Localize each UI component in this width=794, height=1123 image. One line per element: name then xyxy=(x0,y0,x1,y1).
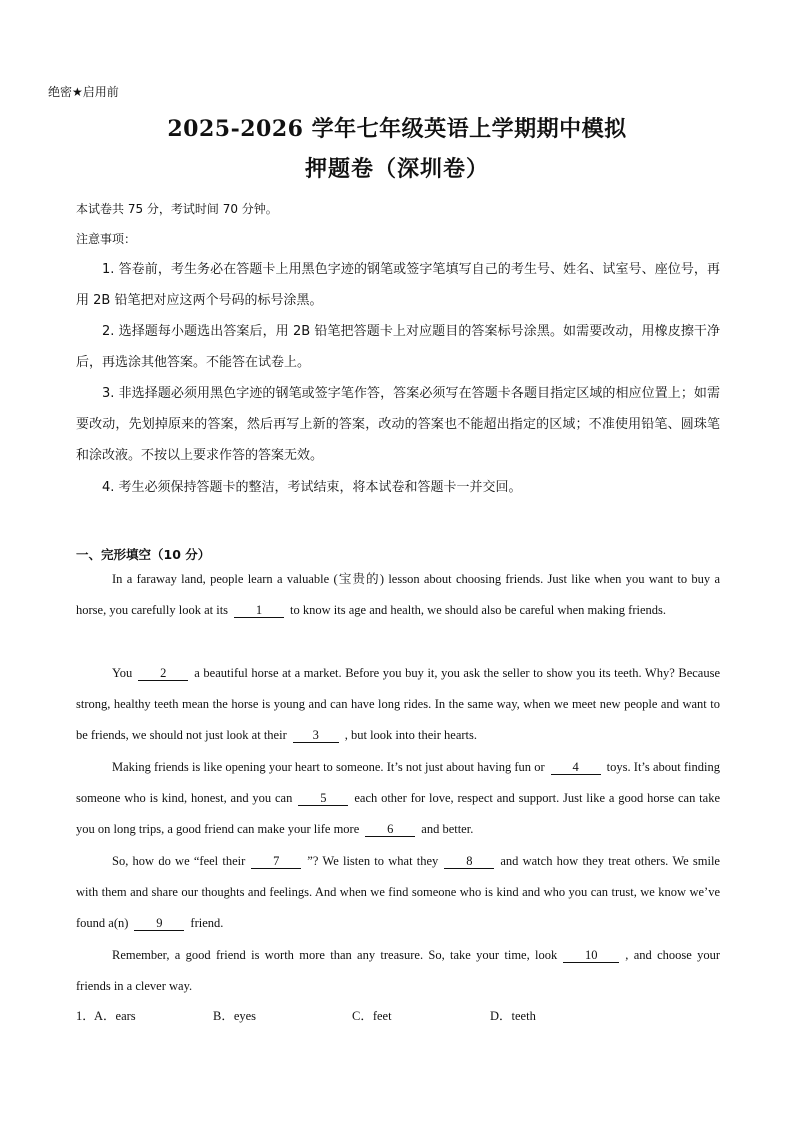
blank-1[interactable]: 1 xyxy=(234,603,284,618)
notice-item-1: 1. 答卷前，考生务必在答题卡上用黑色字迹的钢笔或签字笔填写自己的考生号、姓名、试室号、座位号，再用 2B 铅笔把对应这两个号码的标号涂黑。 xyxy=(76,262,720,308)
passage-paragraph-3: Making friends is like opening your heart to someone. It’s not just about having fun or 4 toys. It’s about finding someone who is kind, honest, and you can 5 each other for love, respect and support. Just like a good horse can take you on long trips, a good friend can make your life more 6 and better. xyxy=(76,760,720,836)
blank-8[interactable]: 8 xyxy=(444,854,494,869)
option-c[interactable]: C．feet xyxy=(352,1009,392,1023)
section-title: 一、完形填空（10 分） xyxy=(76,547,211,562)
notice-item-4: 4. 考生必须保持答题卡的整洁，考试结束，将本试卷和答题卡一并交回。 xyxy=(102,480,522,495)
notice-label: 注意事项： xyxy=(76,232,137,246)
blank-6[interactable]: 6 xyxy=(365,822,415,837)
passage-paragraph-2: You 2 a beautiful horse at a market. Before you buy it, you ask the seller to show you its teeth. Why? Because strong, healthy teeth mean the horse is young and can have long rides. In the same way, when we meet new people and want to be friends, we should not just look at their 3 , but look into their hearts. xyxy=(76,666,720,742)
blank-4[interactable]: 4 xyxy=(551,760,601,775)
option-b[interactable]: B．eyes xyxy=(213,1009,257,1023)
passage-paragraph-5: Remember, a good friend is worth more than any treasure. So, take your time, look 10 , and choose your friends in a clever way. xyxy=(76,948,721,993)
blank-7[interactable]: 7 xyxy=(251,854,301,869)
blank-9[interactable]: 9 xyxy=(134,916,184,931)
option-d[interactable]: D．teeth xyxy=(490,1009,536,1023)
passage-paragraph-1: In a faraway land, people learn a valuable (宝贵的) lesson about choosing friends. Just like when you want to buy a horse, you carefully look at its 1 to know its age and health, we should also be careful when making friends. xyxy=(76,572,720,617)
secret-mark: 绝密★启用前 xyxy=(48,85,119,99)
blank-2[interactable]: 2 xyxy=(138,666,188,681)
notice-item-2: 2. 选择题每小题选出答案后，用 2B 铅笔把答题卡上对应题目的答案标号涂黑。如需要改动，用橡皮擦干净后，再选涂其他答案。不能答在试卷上。 xyxy=(76,324,720,370)
blank-5[interactable]: 5 xyxy=(298,791,348,806)
exam-info: 本试卷共 75 分，考试时间 70 分钟。 xyxy=(76,202,278,216)
page-title: 2025-2026 学年七年级英语上学期期中模拟 xyxy=(167,116,627,142)
blank-3[interactable]: 3 xyxy=(293,728,339,743)
passage-paragraph-4: So, how do we “feel their 7 ”? We listen to what they 8 and watch how they treat others. We smile with them and share our thoughts and feelings. And when we find someone who is kind and who you can trust, we know we’ve found a(n) 9 friend. xyxy=(76,854,720,930)
option-a[interactable]: A．ears xyxy=(94,1009,136,1023)
blank-10[interactable]: 10 xyxy=(563,948,619,963)
notice-item-3: 3. 非选择题必须用黑色字迹的钢笔或签字笔作答，答案必须写在答题卡各题目指定区域的相应位置上；如需要改动，先划掉原来的答案，然后再写上新的答案，改动的答案也不能超出指定的区域；不准使用铅笔、圆珠笔和涂改液。不按以上要求作答的答案无效。 xyxy=(76,386,720,463)
question-number: 1． xyxy=(76,1009,95,1023)
page-subtitle: 押题卷（深圳卷） xyxy=(304,156,489,182)
